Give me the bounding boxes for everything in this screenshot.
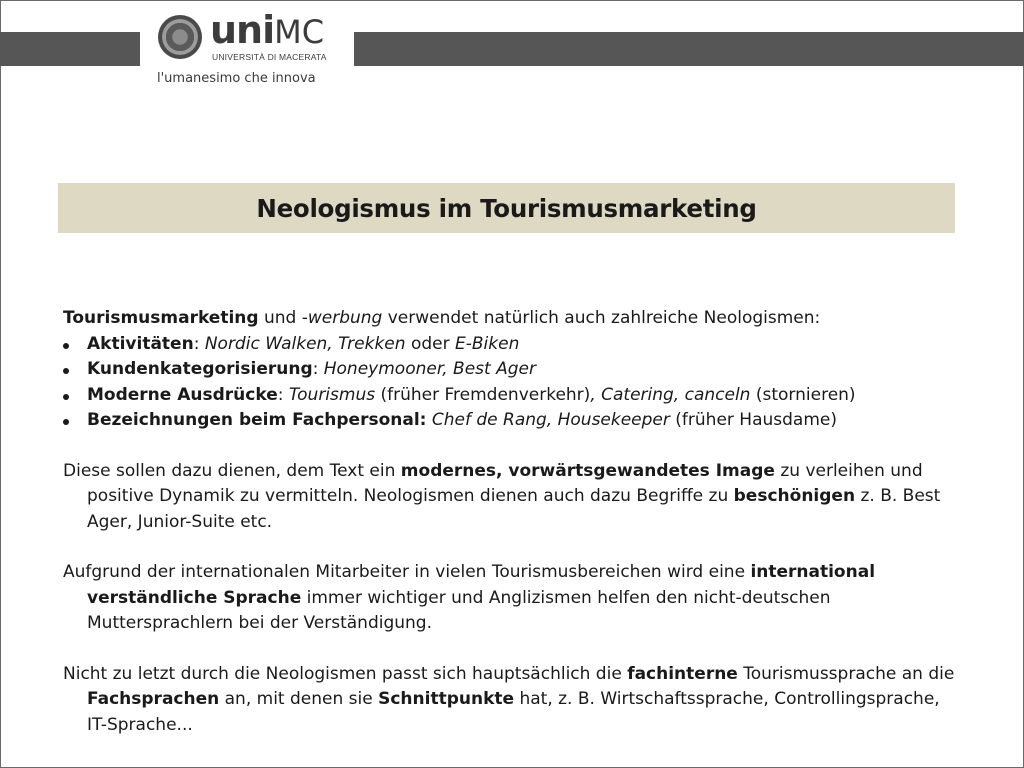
- paragraph-image: Diese sollen dazu dienen, dem Text ein modernes, vorwärtsgewandetes Image zu verleihen und positive Dynamik zu vermitteln. Neologismen dienen auch dazu Begriffe zu beschönigen z. B. Best Ager, Junior-Suite etc.: [63, 460, 941, 532]
- paragraph-fachsprachen: Nicht zu letzt durch die Neologismen passt sich hauptsächlich die fachinterne Tourismussprache an die Fachsprachen an, mit denen sie Schnittpunkte hat, z. B. Wirtschaftssprache, Controllingsprache, IT-Sprache...: [63, 663, 955, 735]
- list-item: Moderne Ausdrücke: Tourismus (früher Fremdenverkehr), Catering, canceln (stornieren): [63, 383, 963, 409]
- list-item: Bezeichnungen beim Fachpersonal: Chef de Rang, Housekeeper (früher Hausdame): [63, 408, 963, 434]
- slide-title: Neologismus im Tourismusmarketing: [256, 193, 757, 223]
- logo-subtitle: UNIVERSITÀ DI MACERATA: [212, 52, 327, 62]
- title-bar: [58, 183, 955, 233]
- bullet-list: [63, 332, 963, 434]
- logo-name: uniMC: [210, 8, 325, 52]
- slide-content: [63, 306, 963, 738]
- paragraph-international: Aufgrund der internationalen Mitarbeiter in vielen Tourismusbereichen wird eine international verständliche Sprache immer wichtiger und Anglizismen helfen den nicht-deutschen Muttersprachlern bei der Verständigung.: [63, 562, 876, 633]
- list-item: Aktivitäten: Nordic Walken, Trekken oder E-Biken: [63, 332, 963, 358]
- list-item: Kundenkategorisierung: Honeymooner, Best Ager: [63, 357, 963, 383]
- intro-paragraph: Tourismusmarketing und -werbung verwendet natürlich auch zahlreiche Neologismen:: [63, 308, 821, 328]
- university-logo: [148, 8, 348, 70]
- tagline: l'umanesimo che innova: [157, 71, 316, 86]
- header-band-right: [354, 32, 1024, 66]
- university-seal-icon: [158, 15, 202, 59]
- header-band-left: [0, 32, 140, 66]
